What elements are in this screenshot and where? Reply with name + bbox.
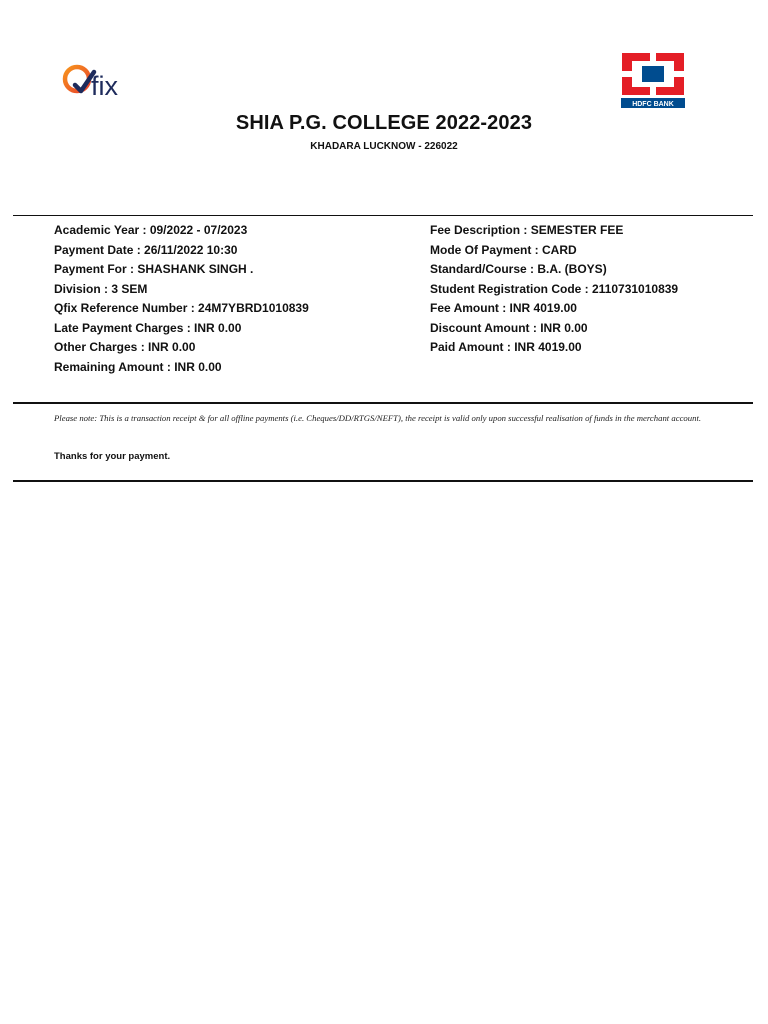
payment-date: Payment Date : 26/11/2022 10:30 (54, 242, 238, 257)
svg-text:HDFC BANK: HDFC BANK (632, 101, 674, 108)
divider-top (13, 215, 753, 216)
qfix-logo (60, 58, 142, 104)
payment-for: Payment For : SHASHANK SINGH . (54, 262, 254, 276)
late-payment-charges: Late Payment Charges : INR 0.00 (54, 320, 242, 335)
other-charges: Other Charges : INR 0.00 (54, 340, 196, 354)
hdfc-bank-logo (620, 53, 686, 109)
thanks-message: Thanks for your payment. (54, 451, 171, 462)
mode-of-payment: Mode Of Payment : CARD (430, 242, 577, 257)
academic-year: Academic Year : 09/2022 - 07/2023 (54, 223, 248, 237)
receipt-details-right (430, 221, 678, 358)
fee-amount: Fee Amount : INR 4019.00 (430, 301, 577, 315)
receipt-note: Please note: This is a transaction receipt & for all offline payments (i.e. Cheques/DD/RTGS/NEFT), the receipt is valid only upon successful realisation of funds in the merchant account. (54, 413, 702, 423)
college-address: KHADARA LUCKNOW - 226022 (310, 141, 458, 152)
divider-bottom (13, 480, 753, 482)
division: Division : 3 SEM (54, 281, 148, 296)
student-registration-code: Student Registration Code : 2110731010839 (430, 281, 679, 296)
svg-text:fix: fix (91, 71, 118, 101)
remaining-amount: Remaining Amount : INR 0.00 (54, 359, 222, 374)
college-title: SHIA P.G. COLLEGE 2022-2023 (235, 112, 533, 134)
standard-course: Standard/Course : B.A. (BOYS) (430, 262, 607, 276)
qfix-reference-number: Qfix Reference Number : 24M7YBRD1010839 (54, 301, 309, 315)
discount-amount: Discount Amount : INR 0.00 (430, 320, 588, 335)
paid-amount: Paid Amount : INR 4019.00 (430, 340, 582, 354)
receipt-details-left (54, 221, 309, 377)
divider-middle (13, 402, 753, 404)
fee-description: Fee Description : SEMESTER FEE (430, 223, 624, 237)
